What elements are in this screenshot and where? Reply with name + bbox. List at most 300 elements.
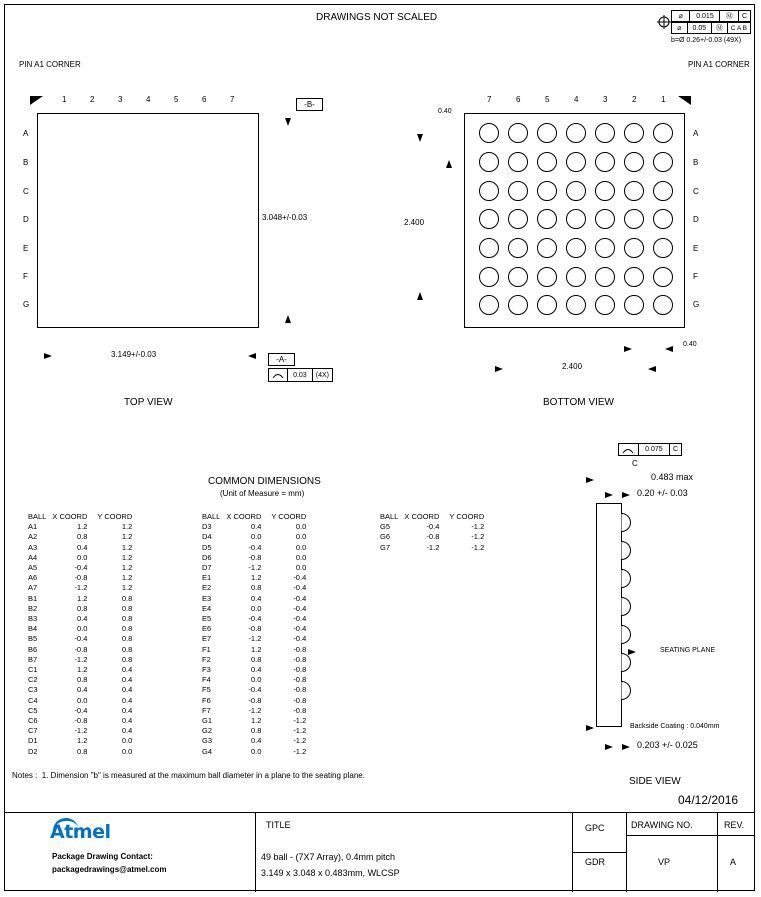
coords-ball: D6 bbox=[202, 552, 212, 562]
coords-x: 0.0 bbox=[76, 624, 88, 634]
coords-ball: G7 bbox=[380, 542, 391, 552]
ball-B7 bbox=[479, 152, 499, 172]
coords-x: -0.4 bbox=[426, 522, 440, 532]
coords-y: 0.4 bbox=[121, 685, 133, 695]
coords-ball: F7 bbox=[202, 705, 211, 715]
coords-row bbox=[28, 696, 142, 706]
bottom-view-row-F: F bbox=[693, 272, 698, 281]
coords-ball: E6 bbox=[202, 624, 212, 634]
coords-ball: C4 bbox=[28, 695, 38, 705]
coords-x: 1.2 bbox=[250, 573, 262, 583]
coords-row bbox=[202, 696, 316, 706]
span-v-arrow bbox=[417, 292, 423, 300]
coords-ball: G5 bbox=[380, 522, 391, 532]
coords-ball: B3 bbox=[28, 614, 38, 624]
coords-row bbox=[202, 624, 316, 634]
coords-row bbox=[202, 522, 316, 532]
hdr-x-2: X COORD bbox=[226, 512, 262, 521]
coords-y: 1.2 bbox=[121, 563, 133, 573]
coords-row bbox=[28, 522, 142, 532]
coords-y: -0.8 bbox=[293, 695, 307, 705]
die-thickness-dimension: 0.20 +/- 0.03 bbox=[637, 488, 688, 498]
coords-y: 0.0 bbox=[295, 542, 307, 552]
span-h-arrow-left bbox=[495, 366, 503, 372]
coords-y: 1.2 bbox=[121, 522, 133, 532]
coords-y: -0.4 bbox=[293, 634, 307, 644]
rev-label: REV. bbox=[724, 820, 745, 830]
top-view-body-outline bbox=[37, 113, 259, 328]
coords-ball: B6 bbox=[28, 644, 38, 654]
ball-F6 bbox=[508, 267, 528, 287]
coords-row bbox=[202, 665, 316, 675]
coords-table-col3 bbox=[380, 512, 494, 553]
coords-row bbox=[28, 573, 142, 583]
coords-y: -0.8 bbox=[293, 685, 307, 695]
ball-height-dimension: 0.203 +/- 0.025 bbox=[637, 740, 698, 750]
position-tolerance-frame-2 bbox=[671, 22, 751, 34]
ball-G6 bbox=[508, 295, 528, 315]
dim-arrow-up-bottom bbox=[285, 315, 291, 323]
bottom-view-row-G: G bbox=[693, 300, 700, 309]
ball-E1 bbox=[653, 238, 673, 258]
coords-y: -1.2 bbox=[471, 542, 485, 552]
coords-y: -0.8 bbox=[293, 654, 307, 664]
coords-row bbox=[202, 573, 316, 583]
coords-row bbox=[202, 655, 316, 665]
datum-1: C bbox=[741, 12, 747, 20]
coords-x: 0.8 bbox=[76, 746, 88, 756]
coords-x: 0.0 bbox=[250, 532, 262, 542]
tb-divider-4 bbox=[717, 813, 718, 892]
coords-row bbox=[202, 634, 316, 644]
pitch-arrow-right-2 bbox=[665, 346, 673, 352]
dim-arrow-down-top bbox=[285, 118, 291, 126]
drawing-no-label: DRAWING NO. bbox=[631, 820, 693, 830]
tb-divider-1 bbox=[255, 813, 256, 892]
coords-row bbox=[28, 614, 142, 624]
ball-D5 bbox=[537, 209, 557, 229]
coords-ball: C5 bbox=[28, 705, 38, 715]
coords-x: -1.2 bbox=[74, 726, 88, 736]
coords-x: 0.8 bbox=[250, 583, 262, 593]
backside-coating-arrow bbox=[586, 725, 594, 731]
coords-x: -0.8 bbox=[426, 532, 440, 542]
coords-row bbox=[28, 706, 142, 716]
coords-y: 1.2 bbox=[121, 532, 133, 542]
ball-D4 bbox=[566, 209, 586, 229]
die-thickness-arrow-1 bbox=[605, 492, 613, 498]
ball-E4 bbox=[566, 238, 586, 258]
diameter-symbol: ⌀ bbox=[672, 11, 690, 21]
coords-row bbox=[380, 543, 494, 553]
coords-row bbox=[28, 726, 142, 736]
backside-coating-note: Backside Coating : 0.040mm bbox=[630, 723, 720, 730]
ball-B3 bbox=[595, 152, 615, 172]
profile-tolerance-frame bbox=[268, 368, 333, 382]
coords-x: -0.4 bbox=[248, 542, 262, 552]
ball-diameter-note: b=Ø 0.26+/-0.03 (49X) bbox=[671, 37, 742, 44]
ball-F5 bbox=[537, 267, 557, 287]
coords-x: 0.4 bbox=[250, 593, 262, 603]
coords-header-row-1 bbox=[28, 512, 142, 522]
coords-y: 0.0 bbox=[121, 746, 133, 756]
pin-a1-corner-left-label: PIN A1 CORNER bbox=[19, 60, 81, 69]
coords-ball: A3 bbox=[28, 542, 38, 552]
coords-ball: C6 bbox=[28, 716, 38, 726]
contact-label: Package Drawing Contact: bbox=[52, 852, 153, 861]
coords-y: -1.2 bbox=[471, 522, 485, 532]
coords-y: 0.4 bbox=[121, 665, 133, 675]
coords-row bbox=[28, 736, 142, 746]
position-symbol-icon bbox=[657, 12, 669, 32]
drawing-date: 04/12/2016 bbox=[678, 793, 739, 807]
gdr-label: GDR bbox=[585, 857, 605, 867]
rev-value: A bbox=[730, 857, 737, 867]
coords-ball: D1 bbox=[28, 736, 38, 746]
coords-ball: A7 bbox=[28, 583, 38, 593]
coords-row bbox=[28, 685, 142, 695]
coords-x: -0.4 bbox=[248, 614, 262, 624]
ball-height-arrow-1 bbox=[605, 744, 613, 750]
ball-C1 bbox=[653, 181, 673, 201]
coords-row bbox=[28, 553, 142, 563]
ball-B6 bbox=[508, 152, 528, 172]
coords-row bbox=[202, 532, 316, 542]
ball-G3 bbox=[595, 295, 615, 315]
ball-D3 bbox=[595, 209, 615, 229]
ball-A1 bbox=[653, 123, 673, 143]
coords-y: -0.4 bbox=[293, 583, 307, 593]
ball-F2 bbox=[624, 267, 644, 287]
coords-x: -0.4 bbox=[74, 563, 88, 573]
bottom-view-row-B: B bbox=[693, 158, 699, 167]
drawing-no-value: VP bbox=[658, 857, 671, 867]
coords-x: 0.0 bbox=[250, 746, 262, 756]
ball-C7 bbox=[479, 181, 499, 201]
top-view-label: TOP VIEW bbox=[124, 397, 173, 408]
coords-ball: B4 bbox=[28, 624, 38, 634]
coords-x: 0.4 bbox=[250, 736, 262, 746]
coords-y: 0.8 bbox=[121, 644, 133, 654]
coords-x: -0.4 bbox=[74, 634, 88, 644]
coords-x: -1.2 bbox=[426, 542, 440, 552]
seating-plane-label: SEATING PLANE bbox=[660, 647, 716, 654]
ball-C4 bbox=[566, 181, 586, 201]
contact-email: packagedrawings@atmel.com bbox=[52, 865, 167, 874]
coords-row bbox=[28, 634, 142, 644]
coords-x: 1.2 bbox=[76, 593, 88, 603]
coords-x: -1.2 bbox=[248, 634, 262, 644]
top-view-row-E: E bbox=[23, 244, 29, 253]
coords-y: 0.8 bbox=[121, 634, 133, 644]
coords-ball: E5 bbox=[202, 614, 212, 624]
ball-C3 bbox=[595, 181, 615, 201]
coords-row bbox=[28, 665, 142, 675]
coords-ball: D5 bbox=[202, 542, 212, 552]
ball-F4 bbox=[566, 267, 586, 287]
top-view-col-5: 5 bbox=[174, 95, 179, 104]
ball-A6 bbox=[508, 123, 528, 143]
coords-ball: B2 bbox=[28, 603, 38, 613]
tb-subdivider-drawing bbox=[626, 835, 755, 836]
profile-symbol-icon bbox=[269, 369, 288, 381]
coords-row bbox=[202, 645, 316, 655]
dim-arrow-right-left bbox=[44, 353, 52, 359]
coords-y: 0.4 bbox=[121, 716, 133, 726]
coords-x: -0.8 bbox=[74, 716, 88, 726]
bottom-view-col-7: 7 bbox=[487, 95, 492, 104]
profile-value: 0.03 bbox=[288, 369, 313, 381]
coords-x: 1.2 bbox=[76, 736, 88, 746]
coords-ball: E2 bbox=[202, 583, 212, 593]
max-height-dimension: 0.483 max bbox=[651, 472, 694, 482]
ball-E5 bbox=[537, 238, 557, 258]
top-view-row-C: C bbox=[23, 187, 29, 196]
coords-y: -0.4 bbox=[293, 593, 307, 603]
coords-x: 0.4 bbox=[250, 665, 262, 675]
dim-arrow-left-right bbox=[248, 353, 256, 359]
coords-ball: C2 bbox=[28, 675, 38, 685]
hdr-y-1: Y COORD bbox=[97, 512, 133, 521]
coords-y: 0.8 bbox=[121, 614, 133, 624]
coords-y: -0.4 bbox=[293, 614, 307, 624]
coords-ball: F3 bbox=[202, 665, 211, 675]
top-view-col-6: 6 bbox=[202, 95, 207, 104]
datum-a-label: -A- bbox=[268, 353, 295, 366]
page-title: DRAWINGS NOT SCALED bbox=[316, 12, 438, 23]
coords-ball: G6 bbox=[380, 532, 391, 542]
coords-header-row-3 bbox=[380, 512, 494, 522]
position-tolerance-frame-1 bbox=[671, 10, 751, 22]
coords-y: 0.8 bbox=[121, 593, 133, 603]
top-view-row-G: G bbox=[23, 300, 30, 309]
bottom-view-pitch-right: 0.40 bbox=[683, 341, 697, 348]
tb-divider-3 bbox=[626, 813, 627, 892]
gpc-label: GPC bbox=[585, 823, 605, 833]
ball-F1 bbox=[653, 267, 673, 287]
ball-B5 bbox=[537, 152, 557, 172]
ball-C6 bbox=[508, 181, 528, 201]
bottom-view-col-5: 5 bbox=[545, 95, 550, 104]
coords-x: 0.4 bbox=[76, 542, 88, 552]
coords-ball: F1 bbox=[202, 644, 211, 654]
coords-row bbox=[28, 624, 142, 634]
coords-row bbox=[202, 685, 316, 695]
top-view-col-1: 1 bbox=[62, 95, 67, 104]
ball-A7 bbox=[479, 123, 499, 143]
seating-plane-arrow bbox=[628, 649, 636, 655]
coords-ball: F5 bbox=[202, 685, 211, 695]
coords-x: -0.8 bbox=[248, 624, 262, 634]
coords-x: 0.4 bbox=[76, 614, 88, 624]
ball-G4 bbox=[566, 295, 586, 315]
coords-row bbox=[28, 532, 142, 542]
hdr-x-1: X COORD bbox=[52, 512, 88, 521]
coords-y: 1.2 bbox=[121, 542, 133, 552]
coords-y: -0.4 bbox=[293, 624, 307, 634]
coords-row bbox=[28, 675, 142, 685]
ball-A4 bbox=[566, 123, 586, 143]
ball-A3 bbox=[595, 123, 615, 143]
coords-row bbox=[28, 543, 142, 553]
pin-a1-corner-marker-top bbox=[30, 96, 43, 105]
top-view-row-D: D bbox=[23, 215, 29, 224]
top-view-col-2: 2 bbox=[90, 95, 95, 104]
coords-ball: D4 bbox=[202, 532, 212, 542]
coords-row bbox=[202, 716, 316, 726]
coords-ball: D7 bbox=[202, 563, 212, 573]
coords-row bbox=[28, 655, 142, 665]
coords-x: 0.0 bbox=[250, 675, 262, 685]
coords-ball: B5 bbox=[28, 634, 38, 644]
coords-y: 0.0 bbox=[295, 532, 307, 542]
ball-F3 bbox=[595, 267, 615, 287]
coords-x: 0.4 bbox=[76, 685, 88, 695]
coords-y: 1.2 bbox=[121, 573, 133, 583]
hdr-y-2: Y COORD bbox=[271, 512, 307, 521]
coords-y: 0.4 bbox=[121, 675, 133, 685]
coords-ball: E4 bbox=[202, 603, 212, 613]
coords-y: 1.2 bbox=[121, 583, 133, 593]
coords-row bbox=[28, 716, 142, 726]
coords-row bbox=[28, 563, 142, 573]
pin-a1-corner-right-label: PIN A1 CORNER bbox=[688, 60, 750, 69]
ball-G1 bbox=[653, 295, 673, 315]
coords-y: 1.2 bbox=[121, 552, 133, 562]
span-h-arrow-right bbox=[648, 366, 656, 372]
ball-A2 bbox=[624, 123, 644, 143]
coords-row bbox=[28, 747, 142, 757]
ball-C5 bbox=[537, 181, 557, 201]
side-view-label: SIDE VIEW bbox=[629, 776, 681, 787]
coords-x: 1.2 bbox=[250, 716, 262, 726]
bottom-view-pitch-top: 0.40 bbox=[438, 108, 452, 115]
coords-x: -0.8 bbox=[248, 552, 262, 562]
profile-qty: (4X) bbox=[315, 371, 329, 379]
ball-B4 bbox=[566, 152, 586, 172]
hdr-ball-3: BALL bbox=[380, 512, 399, 521]
die-thickness-arrow-2 bbox=[622, 492, 630, 498]
hdr-x-3: X COORD bbox=[404, 512, 440, 521]
bottom-view-row-C: C bbox=[693, 187, 699, 196]
common-dimensions-title: COMMON DIMENSIONS bbox=[208, 476, 321, 487]
coords-y: -0.8 bbox=[293, 644, 307, 654]
ball-D2 bbox=[624, 209, 644, 229]
ball-E7 bbox=[479, 238, 499, 258]
common-dimensions-unit-note: (Unit of Measure = mm) bbox=[220, 489, 305, 498]
coords-ball: C7 bbox=[28, 726, 38, 736]
bottom-view-label: BOTTOM VIEW bbox=[543, 397, 614, 408]
coords-row bbox=[28, 594, 142, 604]
title-label: TITLE bbox=[266, 820, 291, 830]
top-view-width-dimension: 3.149+/-0.03 bbox=[111, 350, 157, 359]
coords-row bbox=[202, 726, 316, 736]
coords-row bbox=[202, 553, 316, 563]
coords-y: -0.8 bbox=[293, 675, 307, 685]
coords-ball: C3 bbox=[28, 685, 38, 695]
diameter-symbol-2: ⌀ bbox=[672, 23, 688, 33]
company-logo: Atmel bbox=[50, 821, 111, 843]
top-view-row-A: A bbox=[23, 129, 29, 138]
pitch-arrow-right-1 bbox=[624, 346, 632, 352]
coords-ball: B1 bbox=[28, 593, 38, 603]
tolerance-value-2: 0.05 bbox=[688, 23, 712, 33]
coords-row bbox=[28, 583, 142, 593]
coords-ball: F4 bbox=[202, 675, 211, 685]
coplanarity-datum: C bbox=[672, 446, 678, 453]
hdr-ball-1: BALL bbox=[28, 512, 47, 521]
datums-2: C A B bbox=[730, 24, 747, 32]
bottom-view-span-h: 2.400 bbox=[562, 362, 583, 371]
coords-y: -1.2 bbox=[293, 716, 307, 726]
ball-E6 bbox=[508, 238, 528, 258]
pitch-arrow-top-2 bbox=[446, 160, 452, 168]
coords-x: 0.8 bbox=[76, 603, 88, 613]
coords-y: -0.8 bbox=[293, 665, 307, 675]
bottom-view-col-4: 4 bbox=[574, 95, 579, 104]
tolerance-value-1: 0.015 bbox=[690, 11, 720, 21]
modifier-1: Ⓜ bbox=[720, 11, 738, 21]
ball-D1 bbox=[653, 209, 673, 229]
coords-row bbox=[202, 583, 316, 593]
ball-F7 bbox=[479, 267, 499, 287]
coords-ball: E3 bbox=[202, 593, 212, 603]
coords-y: -1.2 bbox=[293, 736, 307, 746]
coords-x: -0.8 bbox=[248, 695, 262, 705]
pin-a1-corner-marker-bottom bbox=[678, 96, 691, 105]
coords-ball: A1 bbox=[28, 522, 38, 532]
top-view-col-7: 7 bbox=[230, 95, 235, 104]
coords-ball: B7 bbox=[28, 654, 38, 664]
coords-row bbox=[28, 645, 142, 655]
top-view-height-dimension: 3.048+/-0.03 bbox=[262, 213, 308, 222]
modifier-2: Ⓜ bbox=[712, 23, 728, 33]
coplanarity-frame bbox=[618, 443, 682, 456]
coords-ball: F2 bbox=[202, 654, 211, 664]
coords-y: -0.8 bbox=[293, 705, 307, 715]
coords-ball: D3 bbox=[202, 522, 212, 532]
coords-x: 0.0 bbox=[76, 552, 88, 562]
ball-E2 bbox=[624, 238, 644, 258]
ball-A5 bbox=[537, 123, 557, 143]
coords-x: -0.8 bbox=[74, 644, 88, 654]
coords-row bbox=[202, 747, 316, 757]
coords-x: -1.2 bbox=[74, 583, 88, 593]
coords-ball: G2 bbox=[202, 726, 213, 736]
bottom-view-col-2: 2 bbox=[632, 95, 637, 104]
coords-x: -1.2 bbox=[74, 654, 88, 664]
pitch-arrow-top bbox=[417, 134, 423, 142]
ball-B2 bbox=[624, 152, 644, 172]
coords-ball: A4 bbox=[28, 552, 38, 562]
coords-ball: D2 bbox=[28, 746, 38, 756]
coords-x: 0.0 bbox=[250, 603, 262, 613]
coords-row bbox=[28, 604, 142, 614]
coords-x: -0.4 bbox=[248, 685, 262, 695]
coords-ball: E7 bbox=[202, 634, 212, 644]
profile-symbol-icon-2 bbox=[619, 444, 639, 455]
coords-x: 0.8 bbox=[76, 675, 88, 685]
coords-x: -1.2 bbox=[248, 563, 262, 573]
coords-table-col1 bbox=[28, 512, 142, 757]
coords-header-row-2 bbox=[202, 512, 316, 522]
top-view-col-4: 4 bbox=[146, 95, 151, 104]
bottom-view-row-E: E bbox=[693, 244, 699, 253]
coords-ball: E1 bbox=[202, 573, 212, 583]
coords-x: 1.2 bbox=[76, 665, 88, 675]
coords-ball: A2 bbox=[28, 532, 38, 542]
coords-x: 0.4 bbox=[250, 522, 262, 532]
